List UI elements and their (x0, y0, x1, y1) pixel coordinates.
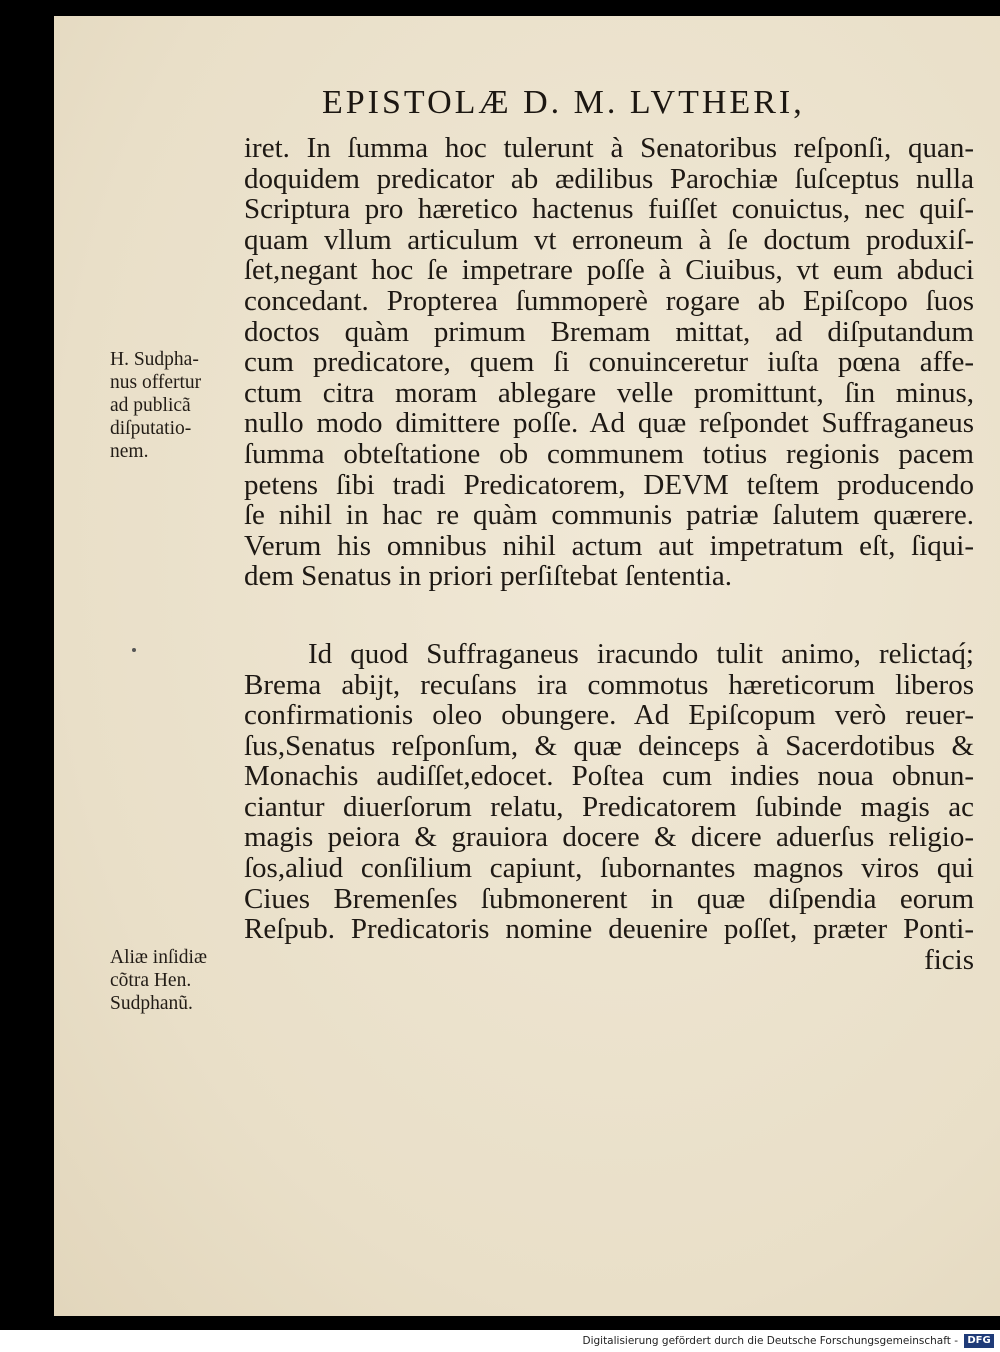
marginal-note-line: Sudphanũ. (110, 993, 193, 1014)
marginal-note-line: nus offertur (110, 372, 202, 393)
text-line: confirmationis oleo obungere. Ad Epiſcopum verò reuer- (244, 699, 974, 732)
text-line: magis peiora & grauiora docere & dicere aduerſus religio- (244, 821, 974, 854)
marginal-note-2 (110, 946, 250, 1015)
text-line: nullo modo dimittere poſſe. Ad quæ reſpondet Suffraganeus (244, 407, 974, 440)
text-line: concedant. Propterea ſummoperè rogare ab Epiſcopo ſuos (244, 284, 974, 317)
text-line: Id quod Suffraganeus iracundo tulit animo, relictaq́; (308, 637, 974, 670)
marginal-note-line: ad publicã (110, 395, 191, 416)
text-line: ſumma obteſtatione ob communem totius regionis pacem (244, 437, 974, 470)
text-line: Reſpub. Predicatoris nomine deuenire poſſet, præter Ponti- (244, 913, 974, 946)
marginal-note-line: diſputatio- (110, 418, 192, 439)
marginal-note-line: nem. (110, 441, 149, 462)
text-line: Ciues Bremenſes ſubmonerent in quæ diſpendia eorum (244, 882, 974, 915)
text-line: Brema abijt, recuſans ira commotus hæreticorum liberos (244, 668, 974, 701)
text-line: quam vllum articulum vt erroneum à ſe doctum produxiſ- (244, 223, 974, 256)
text-line: ſus,Senatus reſponſum, & quæ deinceps à Sacerdotibus & (244, 729, 974, 762)
marginal-note-line: H. Sudpha- (110, 349, 199, 370)
text-line: ſe nihil in hac re quàm communis patriæ ſalutem quærere. (244, 499, 974, 532)
dfg-logo-icon: DFG (964, 1334, 994, 1348)
text-line: dem Senatus in priori perſiſtebat ſententia. (244, 560, 733, 593)
text-line: Scriptura pro hæretico hactenus fuiſſet conuictus, nec quiſ- (244, 193, 974, 226)
text-line: ctum citra moram ablegare velle promittunt, ſin minus, (244, 376, 974, 409)
text-line: iret. In ſumma hoc tulerunt à Senatoribus reſponſi, quan- (244, 132, 974, 164)
text-line: petens ſibi tradi Predicatorem, DEVM teſtem producendo (244, 468, 974, 501)
catchword: ficis (924, 943, 974, 976)
text-line: cum predicatore, quem ſi conuinceretur iuſta pœna affe- (244, 346, 974, 379)
text-line: ſos,aliud conſilium capiunt, ſubornantes magnos viros qui (244, 852, 974, 885)
page-speck (132, 648, 136, 652)
marginal-note-line: cõtra Hen. (110, 970, 192, 991)
paragraph-gap (244, 592, 974, 639)
main-text (244, 133, 974, 975)
footer-bar (0, 1330, 1000, 1352)
footer-credit: Digitalisierung gefördert durch die Deutsche Forschungsgemeinschaft - (582, 1335, 958, 1347)
text-line: doquidem predicator ab ædilibus Parochiæ ſuſceptus nulla (244, 162, 974, 195)
text-line: Monachis audiſſet,edocet. Poſtea cum indies noua obnun- (244, 760, 974, 793)
text-line: ciantur diuerſorum relatu, Predicatorem ſubinde magis ac (244, 790, 974, 823)
text-line: doctos quàm primum Bremam mittat, ad diſputandum (244, 315, 974, 348)
page-header: EPISTOLÆ D. M. LVTHERI, (322, 84, 805, 121)
text-line: ſet,negant hoc ſe impetrare poſſe à Ciuibus, vt eum abduci (244, 254, 974, 287)
marginal-note-1 (110, 348, 250, 463)
text-line: Verum his omnibus nihil actum aut impetratum eſt, ſiqui- (244, 529, 974, 562)
marginal-note-line: Aliæ inſidiæ (110, 947, 207, 968)
